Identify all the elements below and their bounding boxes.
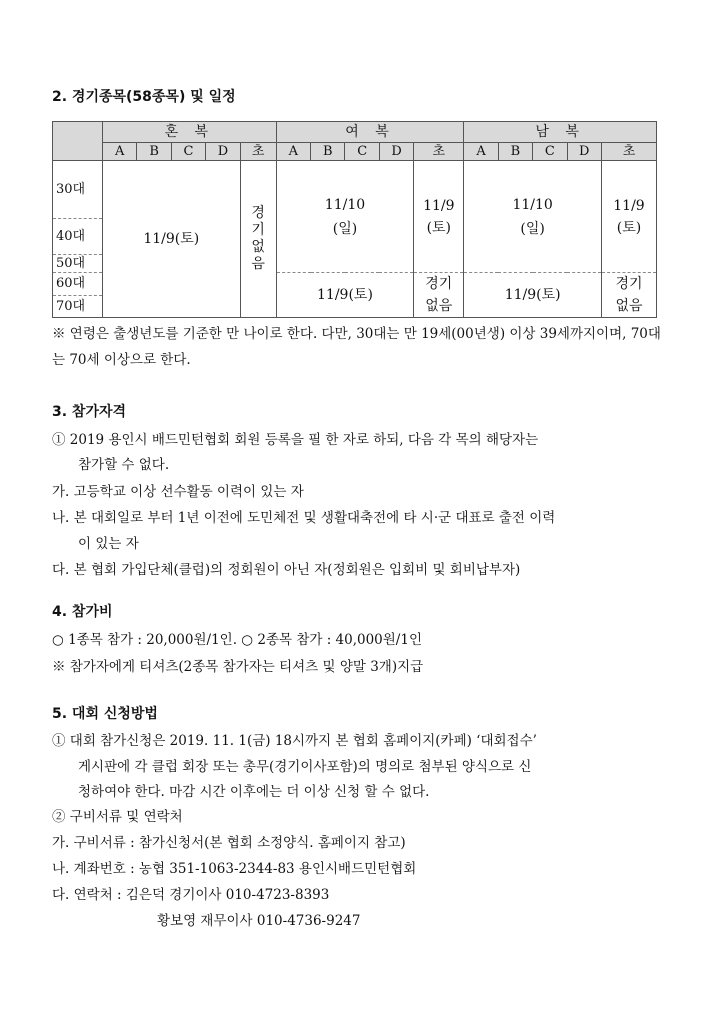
section4-note: ※ 참가자에게 티셔츠(2종목 참가자는 티셔츠 및 양말 3개)지급 [52,659,424,675]
section5-da-cont: 황보영 재무이사 010-4736-9247 [157,913,361,929]
section3-na: 나. 본 대회일로 부터 1년 이전에 도민체전 및 생활대축전에 타 시·군 대표로 출전 이력 [52,510,556,526]
grade-cho: 초 [601,143,656,161]
corner-cell [53,122,103,161]
section4-fee: ○ 1종목 참가 : 20,000원/1인. ○ 2종목 참가 : 40,000원/1인 [52,632,422,648]
grade-d: D [379,143,413,161]
group-mixed: 혼 복 [103,122,277,143]
grade-cho: 초 [240,143,276,161]
grade-d: D [206,143,240,161]
men-young-ad-date: 11/10 (일) [464,161,602,273]
schedule-table [52,121,657,318]
section3-title: 3. 참가자격 [52,404,127,420]
section5-item1: ① 대회 참가신청은 2019. 11. 1(금) 18시까지 본 협회 홈페이지(카페) ‘대회접수’ [52,733,537,749]
women-young-cho-date: 11/9 (토) [414,161,464,273]
section3-item1: ① 2019 용인시 배드민턴협회 회원 등록을 필 한 자로 하되, 다음 각 목의 해당자는 [52,432,539,448]
men-old-ad-date: 11/9(토) [464,273,602,318]
grade-b: B [311,143,345,161]
grade-b: B [137,143,171,161]
section3-ga: 가. 고등학교 이상 선수활동 이력이 있는 자 [52,484,304,500]
section5-item1-cont1: 게시판에 각 클럽 회장 또는 총무(경기이사포함)의 명의로 첨부된 양식으로 신 [78,759,532,775]
section3-item1-cont: 참가할 수 없다. [78,457,170,473]
age-50s: 50대 [53,255,103,273]
section2-title: 2. 경기종목(58종목) 및 일정 [52,89,236,105]
age-40s: 40대 [53,219,103,255]
grade-a: A [276,143,310,161]
grade-c: C [171,143,205,161]
section2-note: ※ 연령은 출생년도를 기준한 만 나이로 한다. 다만, 30대는 만 19세(00년생) 이상 39세까지이며, 70대는 70세 이상으로 한다. [52,326,661,368]
grade-c: C [533,143,567,161]
grade-cho: 초 [414,143,464,161]
grade-a: A [464,143,498,161]
section5-item1-cont2: 청하여야 한다. 마감 시간 이후에는 더 이상 신청 할 수 없다. [78,784,430,800]
section5-na: 나. 계좌번호 : 농협 351-1063-2344-83 용인시배드민턴협회 [52,861,417,877]
group-women: 여 복 [276,122,464,143]
men-young-cho-date: 11/9 (토) [601,161,656,273]
section5-title: 5. 대회 신청방법 [52,706,158,722]
women-young-ad-date: 11/10 (일) [276,161,414,273]
section3-da: 다. 본 협회 가입단체(클럽)의 정회원이 아닌 자(정회원은 입회비 및 회비납부자) [52,562,521,578]
group-men: 남 복 [464,122,657,143]
grade-a: A [103,143,137,161]
women-old-ad-date: 11/9(토) [276,273,414,318]
mixed-cho-no-game: 경 기 없 음 [240,161,276,318]
mixed-ad-text: 11/9(토) [143,230,200,247]
men-old-cho-no-game: 경기 없음 [601,273,656,318]
grade-b: B [498,143,532,161]
women-old-cho-no-game: 경기 없음 [414,273,464,318]
grade-d: D [567,143,601,161]
age-60s: 60대 [53,273,103,296]
age-30s: 30대 [53,161,103,219]
section5-item2: ② 구비서류 및 연락처 [52,809,183,825]
section3-na-cont: 이 있는 자 [78,536,139,552]
grade-c: C [345,143,379,161]
age-70s: 70대 [53,295,103,318]
section5-ga: 가. 구비서류 : 참가신청서(본 협회 소정양식. 홈페이지 참고) [52,835,406,851]
section5-da: 다. 연락처 : 김은덕 경기이사 010-4723-8393 [52,887,330,903]
mixed-ad-date [103,161,241,318]
section4-title: 4. 참가비 [52,604,113,620]
